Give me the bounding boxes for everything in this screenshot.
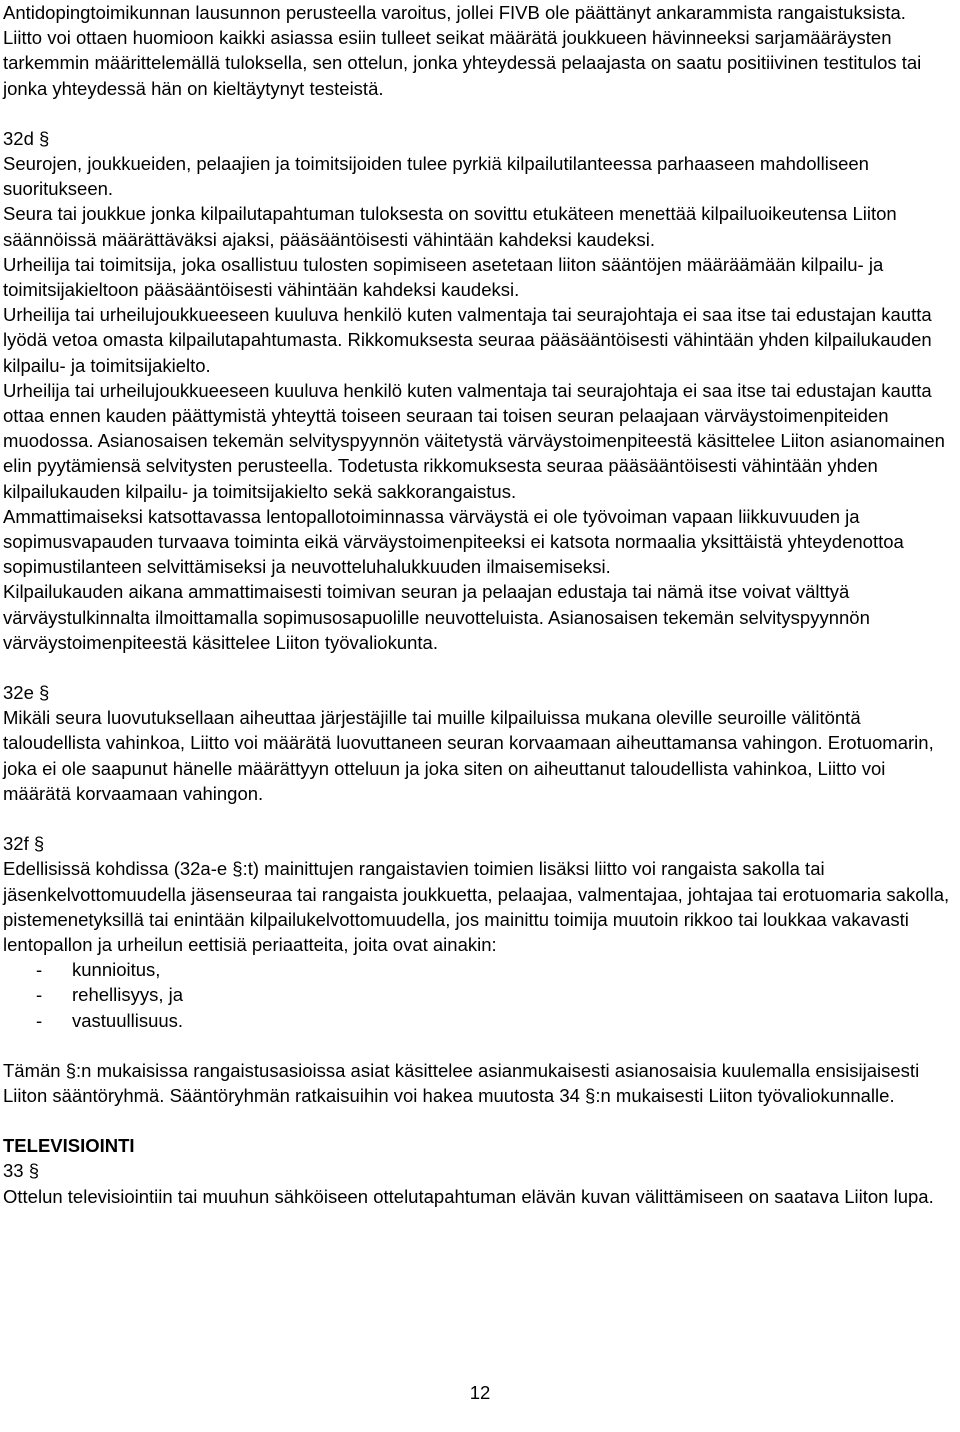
section-title: 33 § [3,1160,40,1182]
section-title: 32d § [3,127,50,149]
section-paragraph: Ammattimaiseksi katsottavassa lentopallotoiminnassa värväystä ei ole työvoiman vapaan liikkuvuuden ja sopimusvapauden turvaava toiminta eikä värväystoimenpiteeksi ei katsota normaalia yksittäistä yhteydenottoa sopimustilanteen selvittämiseksi ja neuvotteluhalukkuuden ilmaisemiseksi. [3,505,904,578]
list-item [3,1008,957,1033]
list-item-text: kunnioitus, [72,959,161,981]
section-33 [3,1133,957,1209]
document-page [3,0,957,1209]
list-item [3,957,957,982]
spacer [3,1108,957,1133]
intro-paragraph-2: Liitto voi ottaen huomioon kaikki asiassa esiin tulleet seikat määrätä joukkueen hävinneeksi sarjamääräysten tarkemmin määrittelemällä tuloksella, sen ottelun, jonka yhteydessä pelaajasta on saatu positiivinen testitulos tai jonka yhteydessä hän on kieltäytynyt testeistä. [3,27,922,99]
page-number: 12 [469,1382,491,1403]
spacer [3,101,957,126]
section-paragraph: Urheilija tai urheilujoukkueeseen kuuluva henkilö kuten valmentaja tai seurajohtaja ei saa itse tai edustajan kautta lyödä vetoa omasta kilpailutapahtumasta. Rikkomuksesta seuraa pääsääntöisesti vähintään yhden kilpailukauden kilpailu- ja toimitsijakielto. [3,304,932,376]
section-closing-paragraph: Tämän §:n mukaisissa rangaistusasioissa asiat käsittelee asianmukaisesti asianosaisia kuulemalla ensisijaisesti Liiton sääntöryhmä. Sääntöryhmän ratkaisuihin voi hakea muutosta 34 §:n mukaisesti Liiton työvaliokunnalle. [3,1059,920,1106]
section-paragraph: Mikäli seura luovutuksellaan aiheuttaa järjestäjille tai muille kilpailuissa mukana oleville seuroille välitöntä taloudellista vahinkoa, Liitto voi määrätä luovuttaneen seuran korvaamaan aiheuttamansa vahingon. Erotuomarin, joka ei ole saapunut hänelle määrättyyn otteluun ja joka siten on aiheuttanut taloudellista vahinkoa, Liitto voi määrätä korvaamaan vahingon. [3,707,934,804]
intro-paragraph-1: Antidopingtoimikunnan lausunnon perusteella varoitus, jollei FIVB ole päättänyt ankarammista rangaistuksista. [3,2,906,23]
list-item-text: rehellisyys, ja [72,984,184,1006]
section-paragraph: Seura tai joukkue jonka kilpailutapahtuman tuloksesta on sovittu etukäteen menettää kilpailuoikeutensa Liiton säännöissä määrättäväksi ajaksi, pääsääntöisesti vähintään kahdeksi kaudeksi. [3,203,897,250]
list-item [3,982,957,1007]
section-paragraph: Edellisissä kohdissa (32a-e §:t) mainittujen rangaistavien toimien lisäksi liitto voi rangaista sakolla tai jäsenkelvottomuudella jäsenseuraa tai rangaista joukkuetta, pelaajaa, valmentajaa, johtajaa tai erotuomaria sakolla, pistemenetyksillä tai enintään kilpailukelvottomuudella, jos mainittu toimija muutoin rikkoo tai loukkaa vakavasti lentopallon ja urheilun eettisiä periaatteita, joita ovat ainakin: [3,858,950,955]
spacer [3,1033,957,1058]
section-paragraph: Kilpailukauden aikana ammattimaisesti toimivan seuran ja pelaajan edustaja tai nämä itse voivat välttyä värväystulkinnalta ilmoittamalla sopimusosapuolille neuvotteluista. Asianosaisen tekemän selvityspyynnön värväystoimenpiteestä käsittelee Liiton työvaliokunta. [3,581,870,653]
dash-marker: - [36,959,43,981]
section-heading: TELEVISIOINTI [3,1135,135,1157]
section-32d [3,126,957,655]
spacer [3,655,957,680]
list-item-text: vastuullisuus. [72,1009,184,1031]
section-title: 32f § [3,833,45,855]
section-paragraph: Urheilija tai toimitsija, joka osallistuu tulosten sopimiseen asetetaan liiton sääntöjen määräämään kilpailu- ja toimitsijakieltoon pääsääntöisesti vähintään kahdeksi kaudeksi. [3,253,884,301]
dash-marker: - [36,984,43,1006]
section-32e [3,680,957,806]
section-paragraph: Seurojen, joukkueiden, pelaajien ja toimitsijoiden tulee pyrkiä kilpailutilanteessa parhaaseen mahdolliseen suoritukseen. [3,153,869,200]
principles-list [3,957,957,1033]
section-paragraph: Urheilija tai urheilujoukkueeseen kuuluva henkilö kuten valmentaja tai seurajohtaja ei saa itse tai edustajan kautta ottaa ennen kauden päättymistä yhteyttä toiseen seuraan tai toisen seuran pelaajaan värväystoimenpiteiden muodossa. Asianosaisen tekemän selvityspyynnön väitetystä värväystoimenpiteestä käsittelee Liiton asianomainen elin pyytämiensä selvitysten perusteella. Todetusta rikkomuksesta seuraa pääsääntöisesti vähintään yhden kilpailukauden kilpailu- ja toimitsijakielto sekä sakkorangaistus. [3,379,945,502]
spacer [3,806,957,831]
section-paragraph: Ottelun televisiointiin tai muuhun sähköiseen ottelutapahtuman elävän kuvan välittämiseen on saatava Liiton lupa. [3,1185,934,1207]
section-32f [3,831,957,1108]
dash-marker: - [36,1009,43,1031]
section-title: 32e § [3,682,50,704]
